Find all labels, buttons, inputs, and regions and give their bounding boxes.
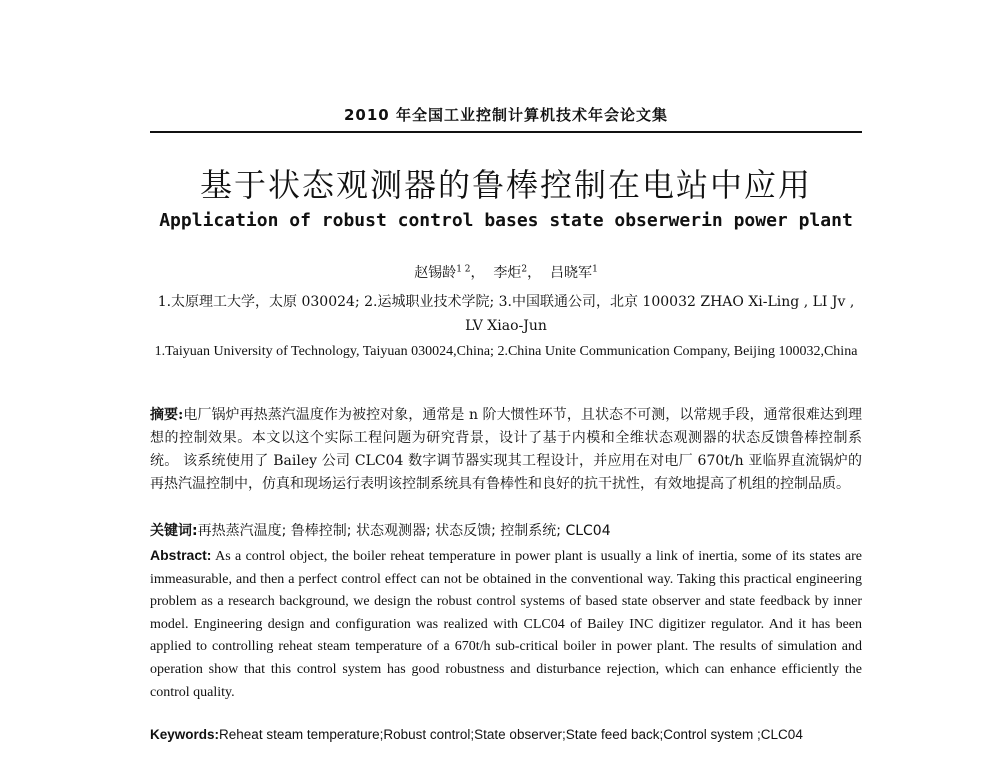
keywords-en-text: Reheat steam temperature;Robust control;State observer;State feed back;Control system ;CLC04	[219, 727, 803, 742]
author-list: 赵锡龄$^{1 2}$， 李炬$^2$， 吕晓军$^1$	[414, 264, 598, 281]
keywords-en-label: Keywords:	[150, 727, 220, 742]
keywords-cn	[150, 520, 862, 542]
abstract-en-text: As a control object, the boiler reheat temperature in power plant is usually a link of inertia, some of its states are immeasurable, and then a perfect control effect can not be obtained in the conventional way. Taking this practical engineering problem as a research background, we design the robust control systems of based state observer and state feedback by inner model. Engineering design and configuration was realized with CLC04 of Bailey INC digitizer regulator. And it has been applied to controlling reheat steam temperature of a 670t/h sub-critical boiler in power plant. The results of simulation and operation show that this control system has good robustness and disturbance rejection, which can enhance efficiently the control quality.	[150, 549, 862, 700]
header-rule	[150, 131, 862, 133]
author-affil-mark: 1 2	[456, 264, 471, 275]
affiliation-en: 1.Taiyuan University of Technology, Taiyuan 030024,China; 2.China Unite Communication Company, Beijing 100032,China	[154, 344, 858, 359]
author-name: 李炬	[493, 265, 522, 281]
author-affil-mark: 2	[521, 264, 528, 275]
author-affil-mark: 1	[592, 264, 598, 275]
affiliation-cn-text: 1.太原理工大学，太原 030024; 2.运城职业技术学院; 3.中国联通公司，北京 100032	[157, 294, 696, 310]
author-name: 吕晓军	[550, 265, 593, 281]
paper-title-en: Application of robust control bases state obserwerin power plant	[159, 210, 853, 231]
keywords-cn-text: 再热蒸汽温度; 鲁棒控制; 状态观测器; 状态反馈; 控制系统; CLC04	[197, 523, 611, 539]
keywords-en	[150, 727, 862, 742]
abstract-en-label: Abstract:	[150, 547, 212, 563]
abstract-cn	[150, 404, 862, 496]
keywords-cn-label: 关键词:	[150, 523, 198, 539]
affiliation-cn	[150, 290, 862, 338]
conference-header: 2010 年全国工业控制计算机技术年会论文集	[344, 106, 668, 124]
paper-title-cn: 基于状态观测器的鲁棒控制在电站中应用	[199, 166, 812, 204]
author-names-en: ZHAO Xi-Ling , LI Jv , LV Xiao-Jun	[465, 294, 855, 334]
abstract-cn-text: 电厂锅炉再热蒸汽温度作为被控对象，通常是 n 阶大惯性环节，且状态不可测，以常规手段，通常很难达到理想的控制效果。本文以这个实际工程问题为研究背景，设计了基于内模和全维状态观测器的状态反馈鲁棒控制系统。 该系统使用了 Bailey 公司 CLC04 数字调节器实现其工程设计，并应用在对电厂 670t/h 亚临界直流锅炉的再热汽温控制中，仿真和现场运行表明该控制系统具有鲁棒性和良好的抗干扰性，有效地提高了机组的控制品质。	[150, 407, 863, 492]
abstract-en	[150, 544, 862, 704]
abstract-cn-label: 摘要:	[150, 407, 184, 423]
author-name: 赵锡龄	[414, 265, 457, 281]
